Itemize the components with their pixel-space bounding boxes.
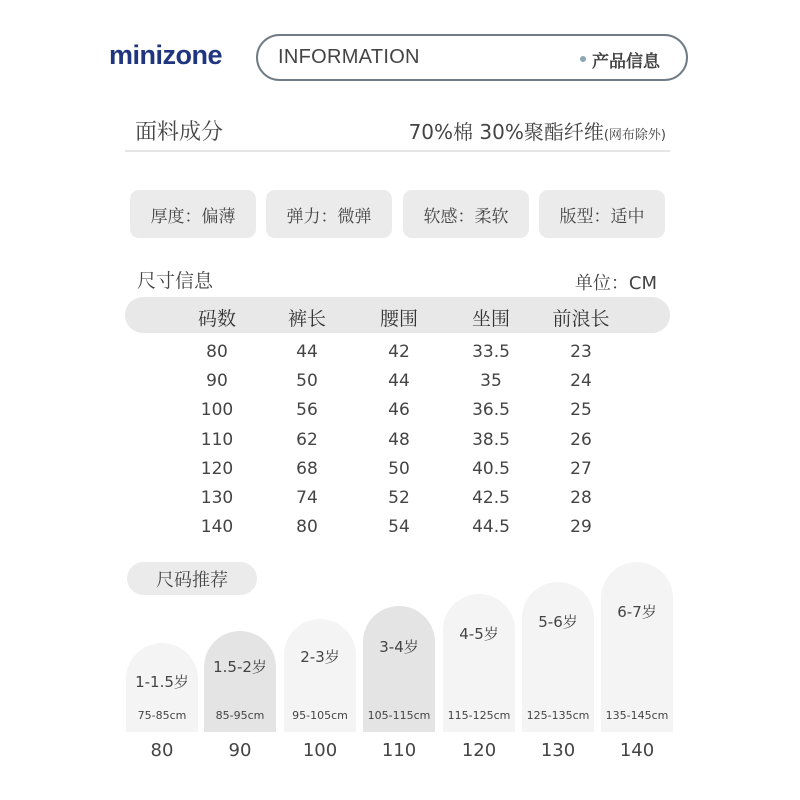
unit-label: 单位：CM — [574, 273, 657, 294]
table-cell: 29 — [570, 517, 592, 538]
table-cell: 44 — [296, 342, 318, 362]
height-range-label: 125-135cm — [526, 709, 590, 722]
brand-logo: minizone — [109, 40, 223, 70]
table-cell: 27 — [570, 458, 592, 479]
size-bar — [601, 562, 673, 732]
table-cell: 40.5 — [472, 458, 510, 479]
table-cell: 110 — [200, 429, 234, 450]
age-label: 2-3岁 — [300, 648, 340, 666]
column-header: 前浪长 — [552, 308, 610, 330]
property-chip-fit: 版型：适中 — [539, 190, 665, 238]
table-cell: 42 — [388, 342, 410, 362]
info-title: INFORMATION — [278, 46, 420, 68]
table-cell: 130 — [200, 488, 234, 508]
table-cell: 25 — [570, 400, 592, 421]
table-cell: 80 — [296, 517, 318, 538]
recommended-size-label: 110 — [381, 740, 417, 761]
table-cell: 140 — [200, 517, 234, 538]
age-label: 6-7岁 — [617, 603, 657, 621]
recommended-size-label: 90 — [228, 740, 252, 761]
table-cell: 24 — [570, 371, 592, 392]
table-cell: 28 — [570, 488, 592, 508]
table-cell: 42.5 — [472, 488, 510, 508]
column-header: 裤长 — [287, 308, 327, 330]
height-range-label: 115-125cm — [447, 709, 511, 722]
table-cell: 50 — [296, 371, 318, 392]
property-chip-elasticity: 弹力：微弹 — [266, 190, 392, 238]
table-cell: 46 — [388, 400, 410, 421]
divider — [125, 150, 670, 152]
age-label: 3-4岁 — [379, 638, 419, 656]
table-cell: 35 — [480, 371, 502, 392]
table-cell: 68 — [296, 458, 318, 479]
recommended-size-label: 140 — [619, 740, 655, 761]
table-cell: 74 — [296, 488, 318, 508]
table-cell: 36.5 — [472, 400, 510, 421]
recommended-size-label: 130 — [540, 740, 576, 761]
age-label: 5-6岁 — [538, 613, 578, 631]
recommended-size-label: 80 — [150, 740, 174, 761]
table-cell: 54 — [388, 517, 410, 538]
table-cell: 62 — [296, 429, 318, 450]
table-cell: 56 — [296, 400, 318, 421]
info-banner — [256, 34, 688, 81]
table-cell: 38.5 — [472, 429, 510, 450]
table-cell: 80 — [206, 342, 228, 362]
bullet-dot-icon — [580, 56, 586, 62]
info-subtitle: 产品信息 — [592, 52, 660, 72]
table-cell: 90 — [206, 371, 228, 392]
table-cell: 50 — [388, 458, 410, 479]
column-header: 坐围 — [471, 308, 511, 330]
table-cell: 44 — [388, 371, 410, 392]
age-label: 1-1.5岁 — [135, 673, 189, 691]
table-cell: 52 — [388, 488, 410, 508]
size-recommendation-title: 尺码推荐 — [127, 562, 257, 595]
property-chip-softness: 软感：柔软 — [403, 190, 529, 238]
property-chips — [130, 190, 665, 238]
height-range-label: 85-95cm — [215, 709, 265, 722]
fabric-note: (网布除外) — [603, 128, 666, 143]
table-cell: 33.5 — [472, 342, 510, 362]
fabric-value: 70%棉 30%聚酯纤维 — [408, 120, 604, 144]
table-cell: 44.5 — [472, 517, 510, 538]
table-cell: 26 — [570, 429, 592, 450]
property-chip-thickness: 厚度：偏薄 — [130, 190, 256, 238]
table-cell: 23 — [570, 342, 592, 362]
recommended-size-label: 120 — [461, 740, 497, 761]
height-range-label: 95-105cm — [292, 709, 348, 722]
column-header: 码数 — [197, 308, 237, 330]
table-cell: 120 — [200, 458, 234, 479]
table-cell: 48 — [388, 429, 410, 450]
age-label: 1.5-2岁 — [213, 658, 267, 676]
height-range-label: 75-85cm — [137, 709, 187, 722]
fabric-composition — [409, 116, 666, 145]
height-range-label: 135-145cm — [605, 709, 669, 722]
size-info-title: 尺寸信息 — [137, 270, 214, 292]
column-header: 腰围 — [379, 308, 419, 330]
recommended-size-label: 100 — [302, 740, 338, 761]
age-label: 4-5岁 — [459, 625, 499, 643]
fabric-label: 面料成分 — [135, 120, 224, 145]
table-cell: 100 — [200, 400, 234, 421]
height-range-label: 105-115cm — [367, 709, 431, 722]
